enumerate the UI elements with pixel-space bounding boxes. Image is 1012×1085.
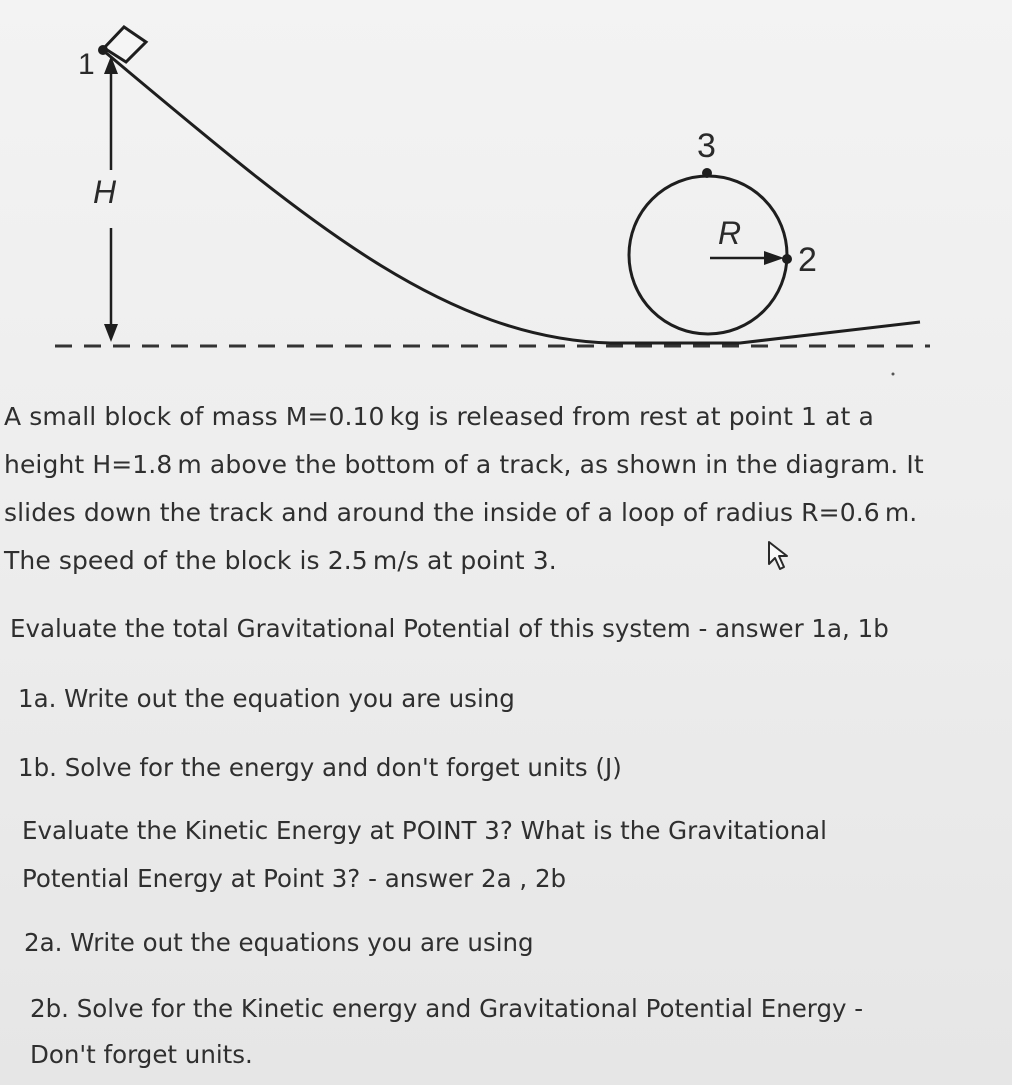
question-2b-line-2: Don't forget units. — [30, 1040, 253, 1069]
track-curve — [105, 52, 920, 343]
problem-line-3: slides down the track and around the inside of a loop of radius R=0.6 m. — [4, 498, 918, 527]
point-2-dot — [782, 254, 792, 264]
question-2-line-2: Potential Energy at Point 3? - answer 2a , 2b — [22, 864, 567, 893]
problem-line-1: A small block of mass M=0.10 kg is released from rest at point 1 at a — [4, 402, 874, 431]
height-label: H — [93, 174, 117, 210]
height-arrow-up-head — [104, 56, 118, 74]
loop-circle — [629, 176, 787, 334]
radius-arrow-head — [764, 251, 784, 265]
point-1-label: 1 — [78, 48, 95, 81]
point-3-label: 3 — [697, 127, 716, 165]
point-1-dot — [98, 45, 108, 55]
radius-label: R — [718, 215, 742, 251]
problem-line-2: height H=1.8 m above the bottom of a track, as shown in the diagram. It — [4, 450, 924, 479]
problem-line-4: The speed of the block is 2.5 m/s at point 3. — [4, 546, 557, 575]
question-2b-line-1: 2b. Solve for the Kinetic energy and Gravitational Potential Energy - — [30, 994, 864, 1023]
question-1: Evaluate the total Gravitational Potential of this system - answer 1a, 1b — [10, 614, 889, 643]
stray-mark — [892, 373, 895, 376]
mouse-cursor-icon — [766, 540, 794, 574]
height-arrow-down-head — [104, 324, 118, 342]
question-1b: 1b. Solve for the energy and don't forget units (J) — [18, 753, 622, 782]
question-1a: 1a. Write out the equation you are using — [18, 684, 515, 713]
question-2-line-1: Evaluate the Kinetic Energy at POINT 3? What is the Gravitational — [22, 816, 827, 845]
point-2-label: 2 — [798, 241, 817, 279]
question-2a: 2a. Write out the equations you are using — [24, 928, 534, 957]
track-loop-diagram — [0, 0, 1012, 380]
point-3-dot — [702, 168, 712, 178]
